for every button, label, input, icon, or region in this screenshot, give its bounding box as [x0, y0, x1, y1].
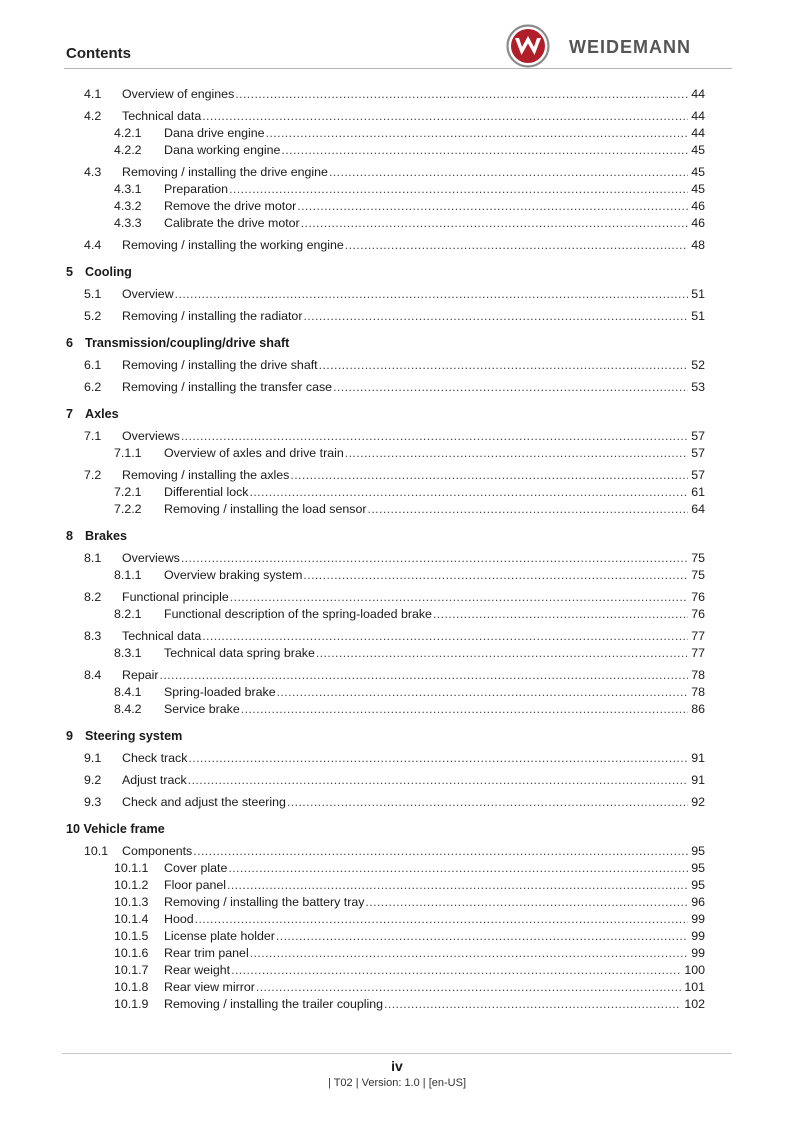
toc-entry[interactable] [0, 962, 794, 979]
toc-entry[interactable] [0, 142, 794, 159]
toc-entry-page: 99 [691, 946, 705, 960]
toc-entry-page: 77 [691, 646, 705, 660]
toc-entry-leader [164, 484, 688, 501]
toc-entry-number: 7.2 [84, 468, 102, 482]
toc-entry-page: 51 [691, 309, 705, 323]
toc-entry-page: 57 [691, 429, 705, 443]
toc-entry-page: 53 [691, 380, 705, 394]
toc-entry-leader [122, 794, 688, 811]
toc-entry-title: Removing / installing the radiator [122, 309, 303, 323]
brand-wordmark: WEIDEMANN [569, 37, 691, 57]
toc-chapter-title: Steering system [85, 729, 183, 743]
toc-entry[interactable] [0, 484, 794, 501]
toc-chapter-title: 10 Vehicle frame [66, 822, 165, 836]
dot-leader [229, 181, 688, 198]
toc-entry-leader [164, 606, 688, 623]
toc-entry-number: 8.4.2 [114, 702, 142, 716]
toc-entry[interactable] [0, 667, 794, 684]
toc-entry-title: Removing / installing the axles [122, 468, 290, 482]
page-title: Contents [66, 45, 131, 62]
dot-leader [316, 645, 688, 662]
toc-entry-title: Components [122, 844, 193, 858]
toc-entry-leader [164, 979, 681, 996]
dot-leader [193, 843, 688, 860]
footer-divider [62, 1053, 732, 1054]
toc-entry-number: 10.1.1 [114, 861, 149, 875]
dot-leader [160, 667, 688, 684]
toc-entry-leader [164, 996, 681, 1013]
page-number: iv [391, 1058, 403, 1074]
dot-leader [231, 962, 681, 979]
toc-entry-number: 10.1.5 [114, 929, 149, 943]
dot-leader [266, 125, 688, 142]
toc-entry-title: Cover plate [164, 861, 228, 875]
toc-entry-number: 10.1.3 [114, 895, 149, 909]
dot-leader [235, 86, 688, 103]
dot-leader [329, 164, 688, 181]
toc-chapter-heading[interactable] [0, 820, 794, 838]
toc-entry-number: 4.1 [84, 87, 102, 101]
toc-entry-number: 4.3.1 [114, 182, 142, 196]
toc-entry-title: Overview [122, 287, 174, 301]
toc-entry-number: 4.4 [84, 238, 102, 252]
toc-entry-page: 52 [691, 358, 705, 372]
toc-entry-leader [122, 667, 688, 684]
toc-entry-title: Dana working engine [164, 143, 281, 157]
toc-entry-number: 10.1.4 [114, 912, 149, 926]
weidemann-w-logo-icon [506, 24, 550, 68]
toc-entry-number: 8.2.1 [114, 607, 142, 621]
dot-leader [228, 860, 688, 877]
toc-entry-page: 78 [691, 685, 705, 699]
dot-leader [301, 215, 688, 232]
toc-entry[interactable] [0, 979, 794, 996]
dot-leader [276, 928, 688, 945]
toc-chapter-heading[interactable] [0, 263, 794, 281]
dot-leader [368, 501, 689, 518]
toc-entry-page: 45 [691, 165, 705, 179]
toc-chapter-title: Axles [85, 407, 119, 421]
toc-entry-page: 91 [691, 773, 705, 787]
toc-entry-number: 5.2 [84, 309, 102, 323]
toc-entry-leader [122, 589, 688, 606]
toc-entry-leader [122, 428, 688, 445]
toc-entry-page: 95 [691, 844, 705, 858]
toc-entry-number: 6.2 [84, 380, 102, 394]
toc-entry-page: 86 [691, 702, 705, 716]
toc-entry-title: Overview of engines [122, 87, 235, 101]
toc-entry[interactable] [0, 108, 794, 125]
toc-entry-leader [122, 164, 688, 181]
toc-entry[interactable] [0, 860, 794, 877]
toc-entry[interactable] [0, 843, 794, 860]
toc-entry-number: 8.1.1 [114, 568, 142, 582]
page-header [64, 22, 732, 69]
toc-chapter-heading[interactable] [0, 334, 794, 352]
dot-leader [250, 945, 688, 962]
toc-entry-title: Check and adjust the steering [122, 795, 286, 809]
toc-entry[interactable] [0, 550, 794, 567]
toc-entry[interactable] [0, 606, 794, 623]
toc-entry-title: Hood [164, 912, 194, 926]
toc-entry-number: 8.2 [84, 590, 102, 604]
dot-leader [281, 142, 688, 159]
toc-chapter-number: 8 [66, 529, 74, 543]
toc-entry-number: 7.1.1 [114, 446, 142, 460]
dot-leader [227, 877, 688, 894]
toc-chapter-title: Transmission/coupling/drive shaft [85, 336, 290, 350]
toc-entry-leader [164, 142, 688, 159]
toc-entry[interactable] [0, 467, 794, 484]
toc-entry-page: 95 [691, 861, 705, 875]
toc-entry-title: Adjust track [122, 773, 187, 787]
toc-entry-title: License plate holder [164, 929, 275, 943]
toc-entry-number: 7.1 [84, 429, 102, 443]
toc-entry[interactable] [0, 928, 794, 945]
dot-leader [303, 567, 688, 584]
toc-entry-number: 9.3 [84, 795, 102, 809]
toc-entry-title: Removing / installing the trailer coupling [164, 997, 384, 1011]
toc-entry-title: Overview braking system [164, 568, 303, 582]
toc-entry[interactable] [0, 628, 794, 645]
toc-entry-number: 8.1 [84, 551, 102, 565]
toc-entry-title: Overviews [122, 429, 180, 443]
toc-entry[interactable] [0, 164, 794, 181]
toc-entry-number: 10.1.7 [114, 963, 149, 977]
toc-entry-number: 4.2.2 [114, 143, 142, 157]
toc-entry-number: 4.3 [84, 165, 102, 179]
toc-entry-leader [122, 750, 688, 767]
toc-entry-number: 4.3.2 [114, 199, 142, 213]
toc-entry-page: 57 [691, 468, 705, 482]
toc-chapter-heading[interactable] [0, 405, 794, 423]
toc-entry-title: Removing / installing the working engine [122, 238, 344, 252]
toc-entry-page: 92 [691, 795, 705, 809]
toc-entry-page: 99 [691, 912, 705, 926]
toc-entry-leader [164, 962, 681, 979]
toc-entry-leader [164, 501, 688, 518]
dot-leader [181, 550, 688, 567]
toc-entry-page: 57 [691, 446, 705, 460]
toc-entry-page: 46 [691, 216, 705, 230]
toc-entry[interactable] [0, 877, 794, 894]
toc-entry-number: 10.1.8 [114, 980, 149, 994]
toc-entry-page: 78 [691, 668, 705, 682]
toc-entry-leader [122, 550, 688, 567]
version-info: | T02 | Version: 1.0 | [en-US] [328, 1077, 466, 1089]
toc-entry-number: 9.1 [84, 751, 102, 765]
toc-entry-title: Technical data [122, 629, 202, 643]
toc-entry-page: 61 [691, 485, 705, 499]
toc-entry-page: 95 [691, 878, 705, 892]
toc-entry-leader [164, 701, 688, 718]
toc-entry-title: Repair [122, 668, 159, 682]
toc-entry[interactable] [0, 996, 794, 1013]
toc-entry[interactable] [0, 567, 794, 584]
toc-entry-number: 5.1 [84, 287, 102, 301]
toc-entry[interactable] [0, 357, 794, 374]
toc-entry-leader [164, 215, 688, 232]
toc-entry-title: Functional description of the spring-loaded brake [164, 607, 432, 621]
toc-entry[interactable] [0, 215, 794, 232]
toc-entry-page: 101 [684, 980, 705, 994]
toc-entry-page: 96 [691, 895, 705, 909]
toc-entry-leader [164, 877, 688, 894]
toc-entry-number: 8.4.1 [114, 685, 142, 699]
toc-entry-title: Remove the drive motor [164, 199, 297, 213]
toc-entry-title: Dana drive engine [164, 126, 265, 140]
toc-chapter-title: Cooling [85, 265, 132, 279]
toc-entry-title: Calibrate the drive motor [164, 216, 300, 230]
toc-chapter-number: 9 [66, 729, 74, 743]
toc-entry-leader [164, 860, 688, 877]
toc-chapter-number: 7 [66, 407, 74, 421]
toc-entry[interactable] [0, 589, 794, 606]
toc-entry-leader [122, 357, 688, 374]
toc-entry-leader [164, 198, 688, 215]
toc-entry-number: 8.3 [84, 629, 102, 643]
toc-entry-number: 4.2 [84, 109, 102, 123]
toc-chapter-title: Brakes [85, 529, 128, 543]
toc-entry[interactable] [0, 379, 794, 396]
table-of-contents [0, 86, 794, 1013]
toc-entry-leader [122, 308, 688, 325]
dot-leader [433, 606, 688, 623]
toc-entry-number: 10.1.9 [114, 997, 149, 1011]
toc-entry-leader [122, 86, 688, 103]
dot-leader [365, 894, 688, 911]
toc-entry-title: Removing / installing the battery tray [164, 895, 365, 909]
toc-entry-title: Rear trim panel [164, 946, 249, 960]
toc-entry-title: Removing / installing the transfer case [122, 380, 333, 394]
toc-entry-leader [122, 467, 688, 484]
toc-entry-number: 6.1 [84, 358, 102, 372]
toc-entry-page: 91 [691, 751, 705, 765]
toc-entry-page: 75 [691, 568, 705, 582]
toc-entry[interactable] [0, 750, 794, 767]
dot-leader [297, 198, 688, 215]
dot-leader [249, 484, 688, 501]
toc-entry-page: 51 [691, 287, 705, 301]
toc-entry-leader [164, 181, 688, 198]
toc-entry-number: 8.3.1 [114, 646, 142, 660]
toc-entry[interactable] [0, 181, 794, 198]
toc-entry-title: Functional principle [122, 590, 229, 604]
toc-entry[interactable] [0, 945, 794, 962]
toc-entry[interactable] [0, 501, 794, 518]
toc-entry-number: 10.1.2 [114, 878, 149, 892]
dot-leader [181, 428, 688, 445]
toc-entry[interactable] [0, 286, 794, 303]
toc-entry-page: 75 [691, 551, 705, 565]
dot-leader [195, 911, 688, 928]
toc-entry-number: 10.1.6 [114, 946, 149, 960]
dot-leader [319, 357, 688, 374]
toc-entry[interactable] [0, 894, 794, 911]
dot-leader [230, 589, 688, 606]
toc-entry-leader [122, 286, 688, 303]
toc-entry-title: Differential lock [164, 485, 249, 499]
toc-entry-number: 4.2.1 [114, 126, 142, 140]
toc-entry-title: Overviews [122, 551, 180, 565]
toc-entry-leader [164, 945, 688, 962]
dot-leader [241, 701, 688, 718]
toc-entry-page: 45 [691, 182, 705, 196]
toc-entry-page: 48 [691, 238, 705, 252]
toc-entry[interactable] [0, 911, 794, 928]
dot-leader [290, 467, 688, 484]
toc-entry-leader [122, 843, 688, 860]
toc-entry-leader [122, 379, 688, 396]
toc-entry[interactable] [0, 237, 794, 254]
dot-leader [256, 979, 681, 996]
toc-entry-leader [164, 125, 688, 142]
toc-entry-title: Preparation [164, 182, 229, 196]
toc-entry-leader [122, 108, 688, 125]
toc-entry-page: 44 [691, 126, 705, 140]
dot-leader [287, 794, 688, 811]
toc-chapter-number: 6 [66, 336, 74, 350]
toc-entry-title: Rear weight [164, 963, 231, 977]
toc-entry-page: 99 [691, 929, 705, 943]
toc-entry-page: 76 [691, 607, 705, 621]
toc-entry-title: Service brake [164, 702, 240, 716]
toc-entry-page: 77 [691, 629, 705, 643]
toc-entry-title: Rear view mirror [164, 980, 255, 994]
dot-leader [188, 772, 688, 789]
toc-entry[interactable] [0, 772, 794, 789]
toc-chapter-heading[interactable] [0, 727, 794, 745]
toc-entry-page: 102 [684, 997, 705, 1011]
toc-entry-leader [164, 684, 688, 701]
toc-entry-number: 9.2 [84, 773, 102, 787]
toc-entry-title: Spring-loaded brake [164, 685, 276, 699]
toc-chapter-heading[interactable] [0, 527, 794, 545]
toc-entry-number: 7.2.1 [114, 485, 142, 499]
toc-entry[interactable] [0, 645, 794, 662]
toc-entry-leader [164, 911, 688, 928]
dot-leader [303, 308, 688, 325]
toc-entry-leader [122, 628, 688, 645]
toc-entry[interactable] [0, 428, 794, 445]
dot-leader [175, 286, 688, 303]
toc-entry-leader [164, 928, 688, 945]
toc-entry-number: 10.1 [84, 844, 109, 858]
toc-entry-leader [122, 772, 688, 789]
toc-entry-title: Technical data spring brake [164, 646, 315, 660]
toc-entry-page: 45 [691, 143, 705, 157]
toc-entry[interactable] [0, 701, 794, 718]
dot-leader [333, 379, 688, 396]
toc-entry-leader [164, 894, 688, 911]
toc-entry-title: Removing / installing the load sensor [164, 502, 367, 516]
toc-entry-number: 8.4 [84, 668, 102, 682]
toc-entry-leader [164, 645, 688, 662]
toc-entry-title: Floor panel [164, 878, 226, 892]
toc-entry-page: 76 [691, 590, 705, 604]
toc-entry-page: 44 [691, 87, 705, 101]
toc-entry[interactable] [0, 198, 794, 215]
dot-leader [202, 628, 688, 645]
toc-entry-title: Removing / installing the drive shaft [122, 358, 318, 372]
toc-entry[interactable] [0, 794, 794, 811]
toc-chapter-number: 5 [66, 265, 74, 279]
toc-entry-page: 64 [691, 502, 705, 516]
dot-leader [202, 108, 688, 125]
toc-entry[interactable] [0, 308, 794, 325]
toc-entry-title: Removing / installing the drive engine [122, 165, 328, 179]
dot-leader [345, 445, 688, 462]
toc-entry-page: 44 [691, 109, 705, 123]
dot-leader [345, 237, 688, 254]
toc-entry[interactable] [0, 86, 794, 103]
toc-entry[interactable] [0, 445, 794, 462]
toc-entry-page: 100 [684, 963, 705, 977]
toc-entry-title: Technical data [122, 109, 202, 123]
toc-entry[interactable] [0, 684, 794, 701]
toc-entry-title: Overview of axles and drive train [164, 446, 344, 460]
dot-leader [277, 684, 688, 701]
dot-leader [384, 996, 681, 1013]
toc-entry-number: 7.2.2 [114, 502, 142, 516]
toc-entry-title: Check track [122, 751, 188, 765]
toc-entry[interactable] [0, 125, 794, 142]
toc-entry-leader [122, 237, 688, 254]
dot-leader [188, 750, 688, 767]
toc-entry-leader [164, 445, 688, 462]
toc-entry-leader [164, 567, 688, 584]
toc-entry-number: 4.3.3 [114, 216, 142, 230]
toc-entry-page: 46 [691, 199, 705, 213]
